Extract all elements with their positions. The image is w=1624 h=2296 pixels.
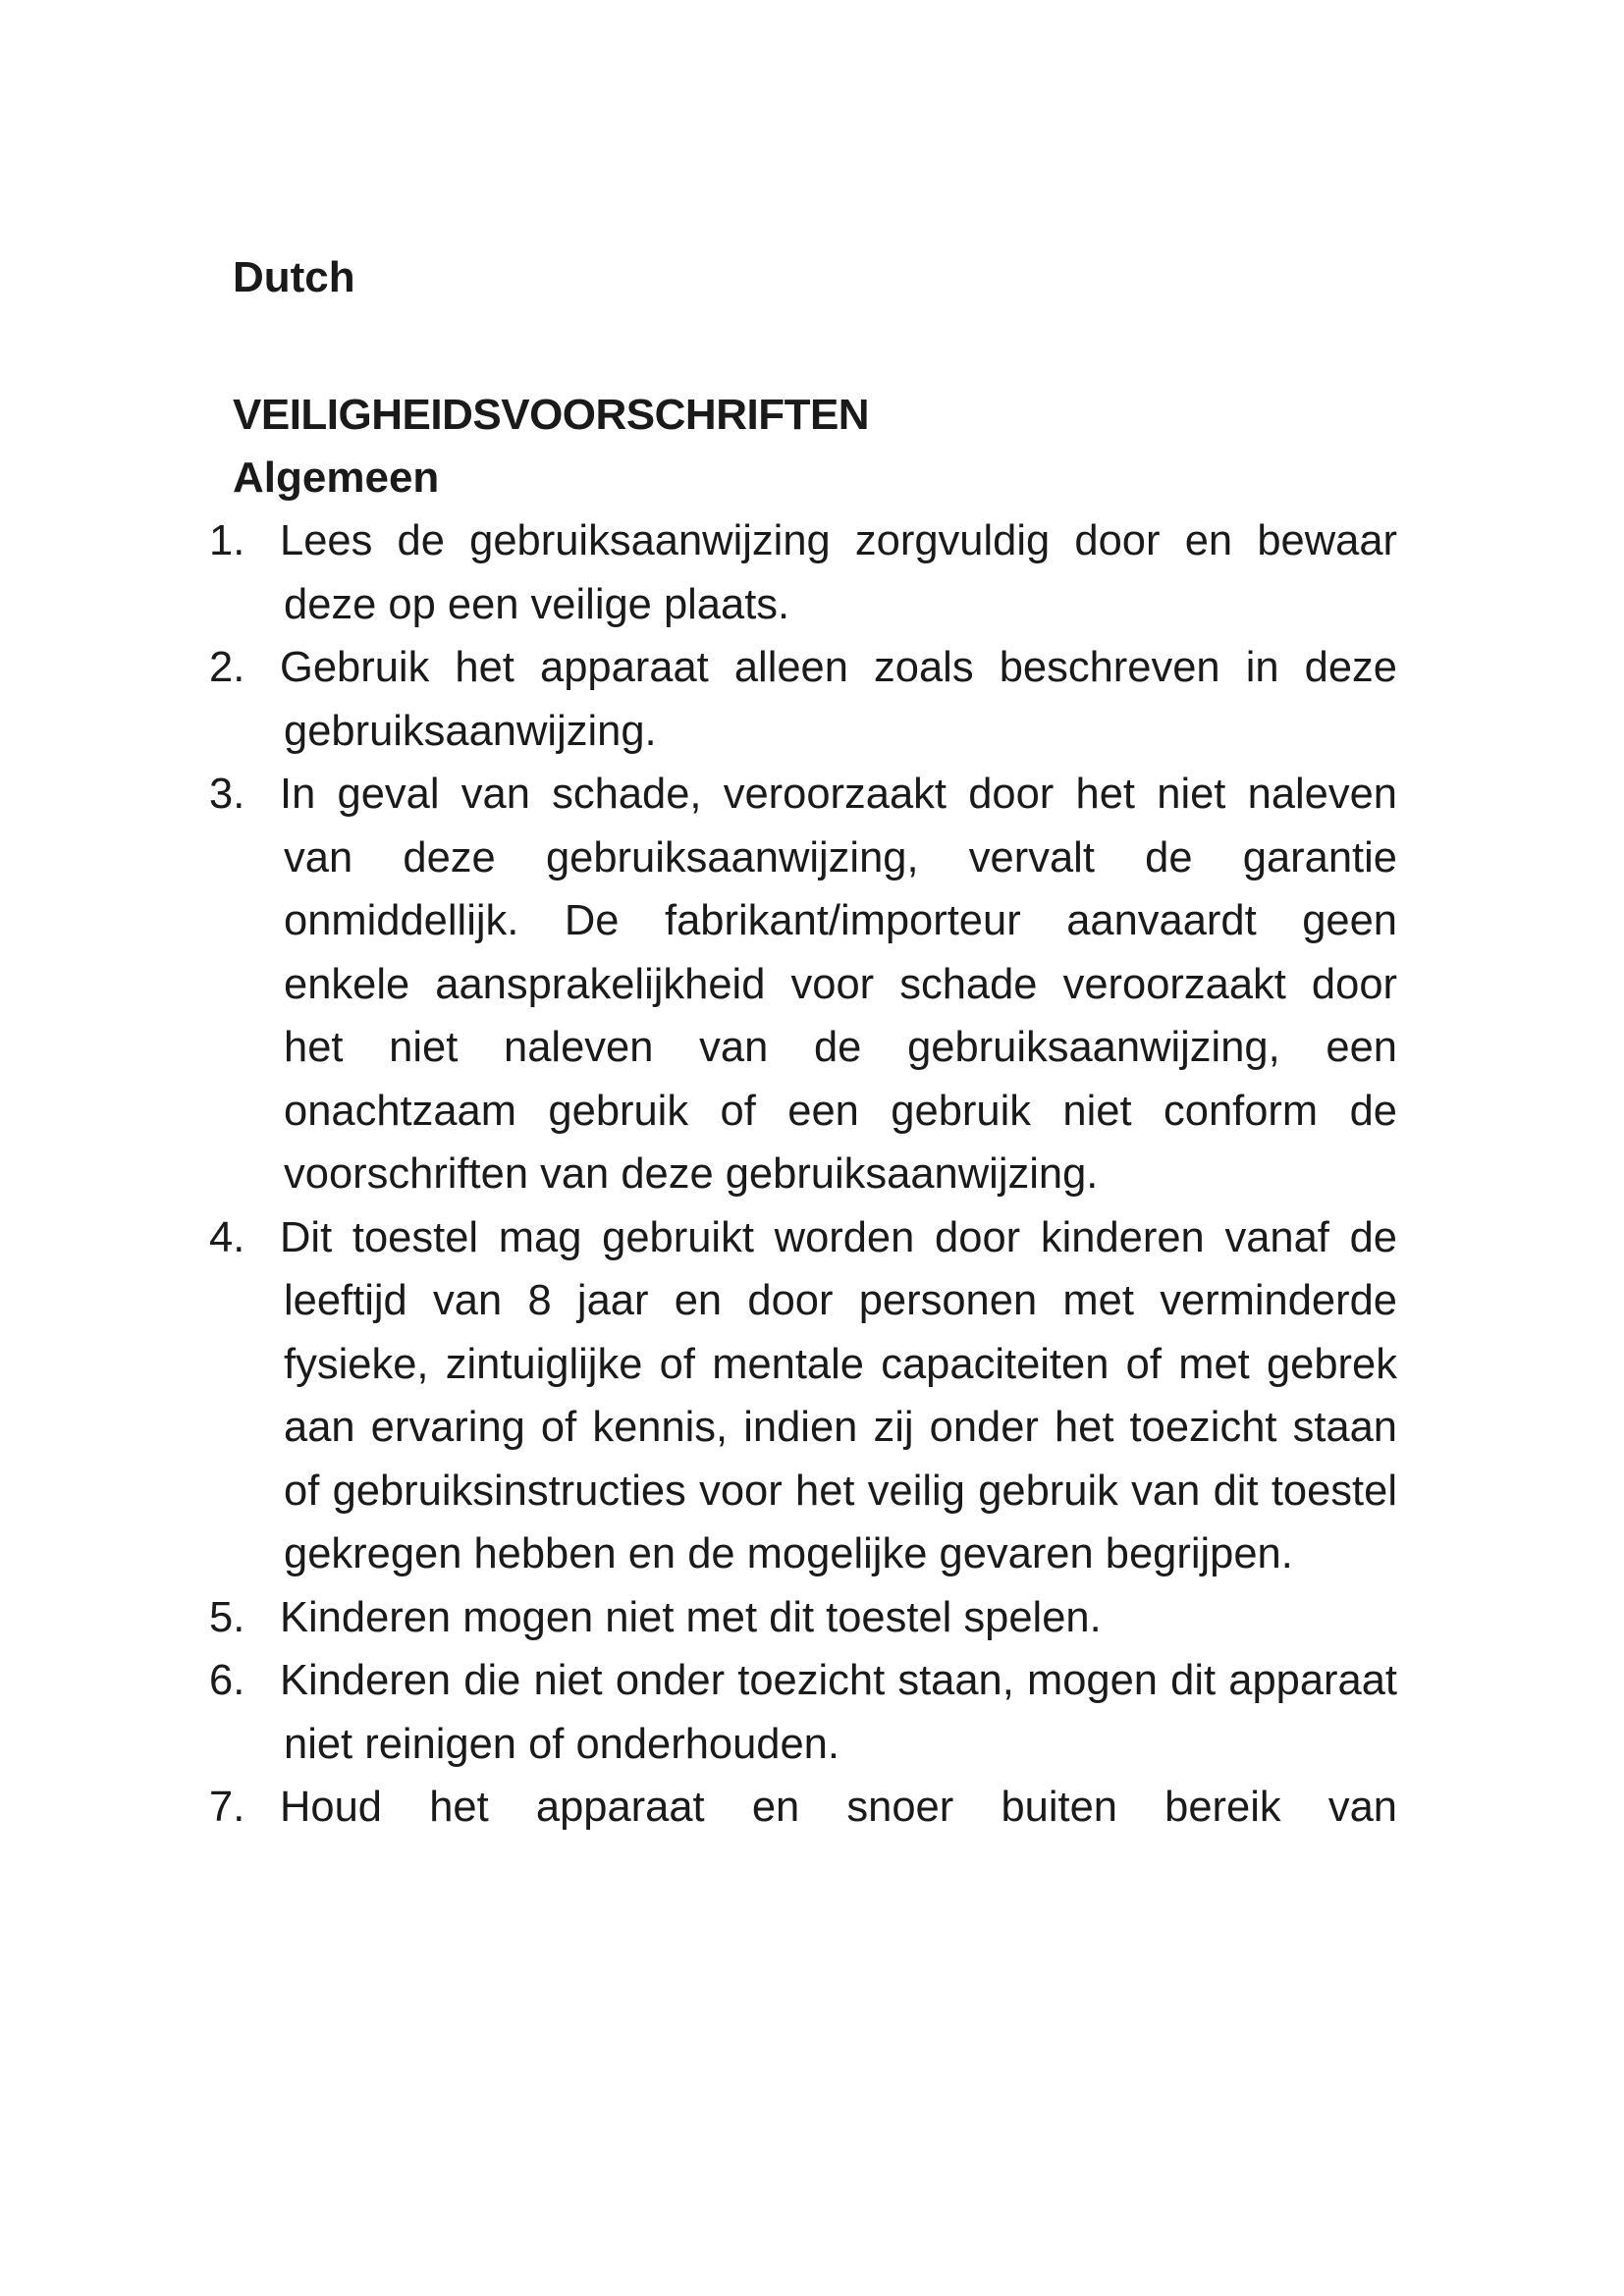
list-item-text: Houd het apparaat en snoer buiten bereik van: [280, 1784, 1397, 1831]
list-item: [209, 1586, 1397, 1650]
list-item: [209, 1776, 1397, 1840]
list-item-number: 5.: [209, 1593, 245, 1641]
list-item: [209, 1649, 1397, 1776]
list-item: [209, 1206, 1397, 1586]
list-item: [209, 763, 1397, 1206]
list-item-number: 3.: [209, 771, 245, 818]
safety-rules-list: [209, 509, 1397, 1840]
list-item: [209, 509, 1397, 636]
section-title: VEILIGHEIDSVOORSCHRIFTEN: [233, 391, 870, 439]
list-item-text: Dit toestel mag gebruikt worden door kinderen vanaf de leeftijd van 8 jaar en door personen met verminderde fysieke, zintuiglijke of mentale capaciteiten of met gebrek aan ervaring of kennis, indien zij onder het toezicht staan of gebruiksinstructies voor het veilig gebruik van dit toestel gekregen hebben en de mogelijke gevaren begrijpen.: [280, 1213, 1397, 1577]
document-content: [209, 250, 1397, 1840]
section-subtitle: Algemeen: [233, 454, 440, 502]
list-item-number: 1.: [209, 517, 245, 564]
list-item: [209, 636, 1397, 763]
list-item-text: Kinderen mogen niet met dit toestel spelen.: [280, 1593, 1102, 1641]
list-item-number: 2.: [209, 644, 245, 691]
list-item-text: Kinderen die niet onder toezicht staan, mogen dit apparaat niet reinigen of onderhouden.: [280, 1657, 1397, 1768]
list-item-text: Lees de gebruiksaanwijzing zorgvuldig door en bewaar deze op een veilige plaats.: [280, 517, 1397, 628]
language-label: Dutch: [233, 253, 355, 301]
list-item-number: 6.: [209, 1657, 245, 1704]
list-item-text: Gebruik het apparaat alleen zoals beschreven in deze gebruiksaanwijzing.: [280, 644, 1397, 755]
spacer: [233, 305, 1396, 384]
list-item-text: In geval van schade, veroorzaakt door het niet naleven van deze gebruiksaanwijzing, vervalt de garantie onmiddellijk. De fabrikant/importeur aanvaardt geen enkele aansprakelijkheid voor schade veroorzaakt door het niet naleven van de gebruiksaanwijzing, een onachtzaam gebruik of een gebruik niet conform de voorschriften van deze gebruiksaanwijzing.: [280, 771, 1397, 1198]
list-item-number: 7.: [209, 1784, 245, 1831]
list-item-number: 4.: [209, 1213, 245, 1261]
